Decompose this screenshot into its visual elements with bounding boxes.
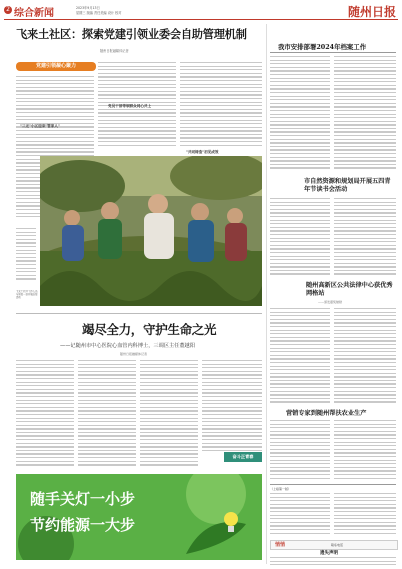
continuation-rule bbox=[270, 484, 396, 485]
story3-headline: 随州高新区公共法律中心获优秀网格站 bbox=[306, 282, 393, 297]
story3-col-a bbox=[270, 308, 330, 408]
date-line: 2023年9月13日 bbox=[76, 6, 100, 10]
notice-title: 遗失声明 bbox=[320, 551, 338, 556]
continuation-col-a bbox=[270, 493, 330, 537]
ad-line-1: 随手关灯一小步 bbox=[30, 490, 136, 508]
story2-col-b bbox=[334, 198, 396, 280]
story1-rule bbox=[270, 52, 396, 53]
feature-headline: 竭尽全力，守护生命之光 bbox=[82, 322, 217, 337]
feature-subhead: ——记随州市中心医院心血管内科博士，三调区主任董越阳 bbox=[60, 343, 195, 349]
feature-divider bbox=[16, 313, 262, 314]
story1-col-b bbox=[334, 56, 396, 174]
section-heading-2: 党员干部带领群众同心共上 bbox=[108, 104, 152, 108]
ad-line-2: 节约能源一大步 bbox=[30, 516, 136, 534]
energy-saving-ad bbox=[16, 474, 262, 560]
feature-col1 bbox=[16, 360, 74, 470]
feature-badge: 奋斗正青春 bbox=[224, 452, 262, 462]
right-column-divider bbox=[266, 24, 267, 564]
story4-col-a bbox=[270, 420, 330, 482]
continuation-label: （上接第一版） bbox=[270, 487, 292, 491]
main-byline: 随州日报融媒体记者 bbox=[100, 49, 129, 53]
editor-line: 星期三 版编 责任美编 设计 校对 bbox=[76, 11, 122, 15]
story1-col-a bbox=[270, 56, 330, 174]
story3-subhead: ——颁发嘉奖勉励 bbox=[318, 300, 343, 304]
page-number-badge: 2 bbox=[4, 6, 12, 14]
footer-phone-label: 联系电话 bbox=[331, 543, 344, 547]
section-heading-1: "三无"小区迎来"管家人" bbox=[20, 124, 60, 128]
story4-headline: 营销专家到随州帮扶农业生产 bbox=[286, 410, 367, 417]
feature-byline: 随州日报融媒体记者 bbox=[120, 352, 148, 356]
footer-ad-badge: 悄悄 bbox=[275, 542, 286, 548]
continuation-col-b bbox=[334, 493, 396, 537]
feature-col2 bbox=[78, 360, 136, 470]
footer-ad-strip bbox=[270, 540, 398, 550]
section-heading-3: "共同缔造"初见成效 bbox=[186, 150, 219, 154]
main-photo bbox=[40, 156, 262, 306]
page-masthead bbox=[4, 4, 398, 18]
story1-headline: 我市安排部署2024年档案工作 bbox=[278, 43, 367, 51]
story2-headline: 市自然资源和规划局开展五四青年节读书会活动 bbox=[304, 178, 391, 193]
story3-col-b bbox=[334, 308, 396, 408]
masthead-rule bbox=[4, 19, 398, 20]
subhead-badge: 党建引领凝心聚力 bbox=[16, 62, 96, 71]
story2-col-a bbox=[270, 198, 330, 280]
main-headline: 飞来土社区：探索党建引领业委会自助管理机制 bbox=[16, 28, 247, 41]
garden-volunteers-photo bbox=[40, 156, 262, 306]
photo-caption-text bbox=[16, 228, 36, 288]
main-article-col3 bbox=[180, 62, 262, 152]
story4-col-b bbox=[334, 420, 396, 482]
feature-col3 bbox=[140, 360, 198, 470]
notice-body bbox=[270, 557, 396, 567]
photo-caption: 飞来土社区工作人员与居民一起开展志愿活动 bbox=[16, 290, 38, 300]
section-title: 综合新闻 bbox=[14, 8, 54, 19]
newspaper-brand: 随州日报 bbox=[347, 5, 396, 19]
